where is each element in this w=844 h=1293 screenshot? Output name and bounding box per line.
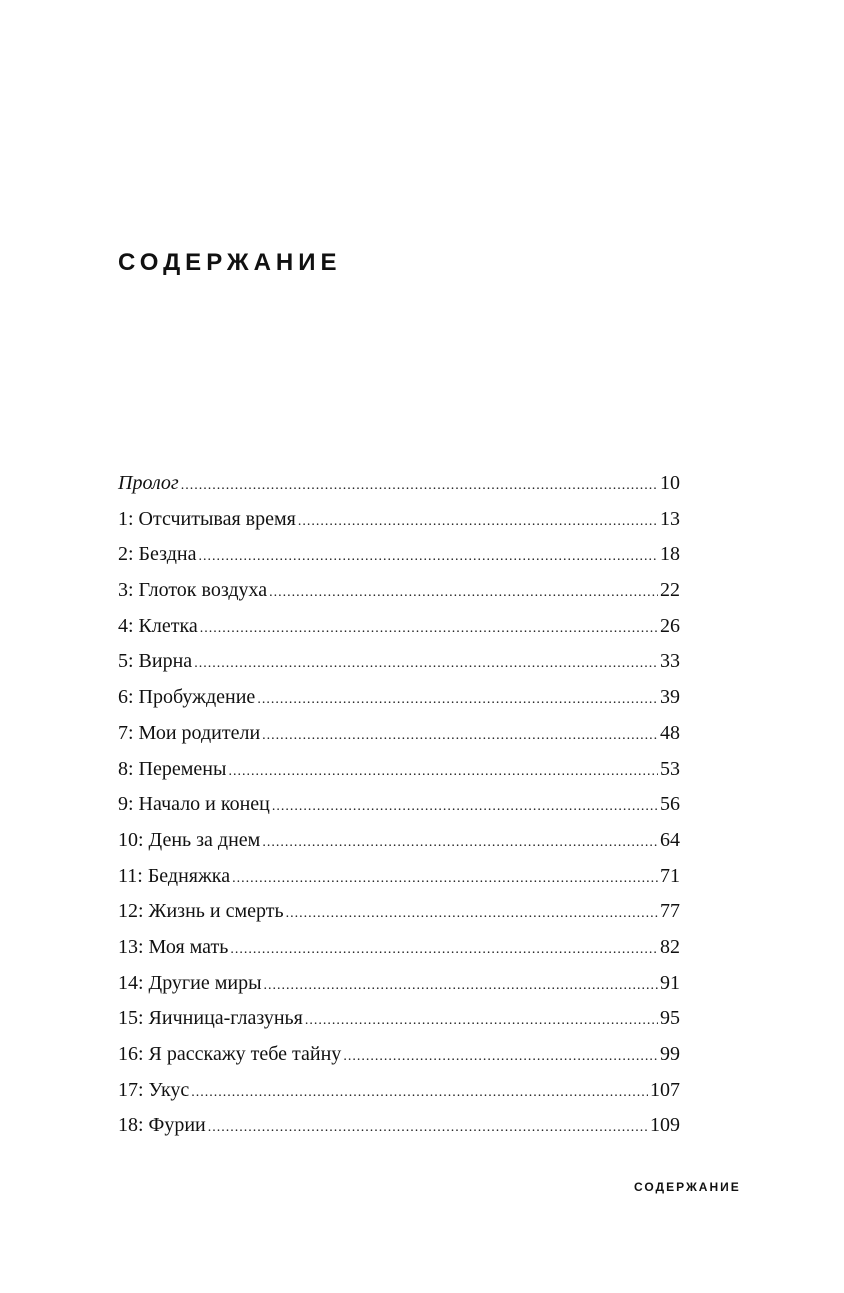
toc-entry-page-number: 33 <box>660 650 680 673</box>
toc-dot-leader <box>228 754 658 790</box>
toc-entry <box>118 1001 680 1037</box>
toc-entry <box>118 859 680 895</box>
toc-dot-leader <box>194 646 658 682</box>
toc-entry-title: 7: Мои родители <box>118 721 261 744</box>
toc-entry-page-number: 26 <box>660 614 680 637</box>
toc-entry-title: 2: Бездна <box>118 543 197 566</box>
toc-entry-page-number: 53 <box>660 757 680 780</box>
toc-entry-title: 17: Укус <box>118 1078 190 1101</box>
toc-dot-leader <box>181 468 658 504</box>
toc-entry <box>118 894 680 930</box>
page-title: СОДЕРЖАНИЕ <box>118 249 342 276</box>
toc-entry <box>118 787 680 823</box>
toc-entry-page-number: 91 <box>660 971 680 994</box>
toc-entry-title: 5: Вирна <box>118 650 193 673</box>
toc-entry-title: 8: Перемены <box>118 757 227 780</box>
toc-entry <box>118 609 680 645</box>
toc-entry-page-number: 39 <box>660 686 680 709</box>
toc-dot-leader <box>191 1075 648 1111</box>
toc-entry-title: 12: Жизнь и смерть <box>118 900 284 923</box>
toc-entry-title: 1: Отсчитывая время <box>118 507 296 530</box>
toc-dot-leader <box>272 789 658 825</box>
toc-entry <box>118 537 680 573</box>
toc-entry-page-number: 109 <box>650 1114 680 1137</box>
toc-entry-page-number: 71 <box>660 864 680 887</box>
toc-entry-title: 10: День за днем <box>118 828 261 851</box>
toc-dot-leader <box>208 1110 648 1146</box>
toc-entry <box>118 716 680 752</box>
toc-entry-page-number: 82 <box>660 935 680 958</box>
toc-entry-title: 14: Другие миры <box>118 971 262 994</box>
toc-entry-title: 6: Пробуждение <box>118 686 256 709</box>
toc-entry-title: 15: Яичница-глазунья <box>118 1007 303 1030</box>
toc-entry-page-number: 18 <box>660 543 680 566</box>
toc-entry-title: 18: Фурии <box>118 1114 206 1137</box>
toc-entry-page-number: 99 <box>660 1043 680 1065</box>
toc-entry-page-number: 22 <box>660 579 680 602</box>
toc-entry <box>118 573 680 609</box>
toc-dot-leader <box>232 861 658 897</box>
toc-entry-title: 4: Клетка <box>118 614 198 637</box>
toc-dot-leader <box>257 682 658 718</box>
toc-dot-leader <box>262 825 658 861</box>
toc-entry <box>118 966 680 1002</box>
toc-entry-title: 3: Глоток воздуха <box>118 579 268 602</box>
toc-dot-leader <box>198 539 658 575</box>
toc-entry-title: 13: Моя мать <box>118 935 229 958</box>
toc-entry <box>118 1108 680 1144</box>
toc-dot-leader <box>305 1003 658 1039</box>
running-footer: СОДЕРЖАНИЕ <box>634 1180 741 1194</box>
toc-entry-page-number: 10 <box>660 472 680 494</box>
toc-entry-title: 16: Я расскажу тебе тайну <box>118 1043 342 1065</box>
toc-entry-page-number: 107 <box>650 1078 680 1101</box>
toc-entry-page-number: 95 <box>660 1007 680 1030</box>
toc-dot-leader <box>286 896 658 932</box>
toc-entry <box>118 466 680 502</box>
toc-entry-title: 9: Начало и конец <box>118 793 270 816</box>
toc-entry <box>118 930 680 966</box>
toc-dot-leader <box>298 504 658 540</box>
toc-entry <box>118 502 680 538</box>
toc-dot-leader <box>343 1039 658 1075</box>
toc-entry <box>118 680 680 716</box>
toc-entry-page-number: 56 <box>660 793 680 816</box>
toc-entry <box>118 644 680 680</box>
toc-dot-leader <box>264 968 658 1004</box>
toc-entry-page-number: 64 <box>660 828 680 851</box>
toc-entry <box>118 1037 680 1073</box>
toc-dot-leader <box>269 575 658 611</box>
toc-dot-leader <box>262 718 658 754</box>
table-of-contents <box>118 466 680 1144</box>
toc-entry-page-number: 13 <box>660 507 680 530</box>
toc-entry-page-number: 48 <box>660 721 680 744</box>
toc-entry-title: 11: Бедняжка <box>118 864 231 887</box>
toc-entry-page-number: 77 <box>660 900 680 923</box>
toc-entry <box>118 1073 680 1109</box>
toc-dot-leader <box>230 932 658 968</box>
toc-dot-leader <box>200 611 658 647</box>
toc-entry <box>118 752 680 788</box>
toc-entry-title: Пролог <box>118 472 179 494</box>
toc-entry <box>118 823 680 859</box>
